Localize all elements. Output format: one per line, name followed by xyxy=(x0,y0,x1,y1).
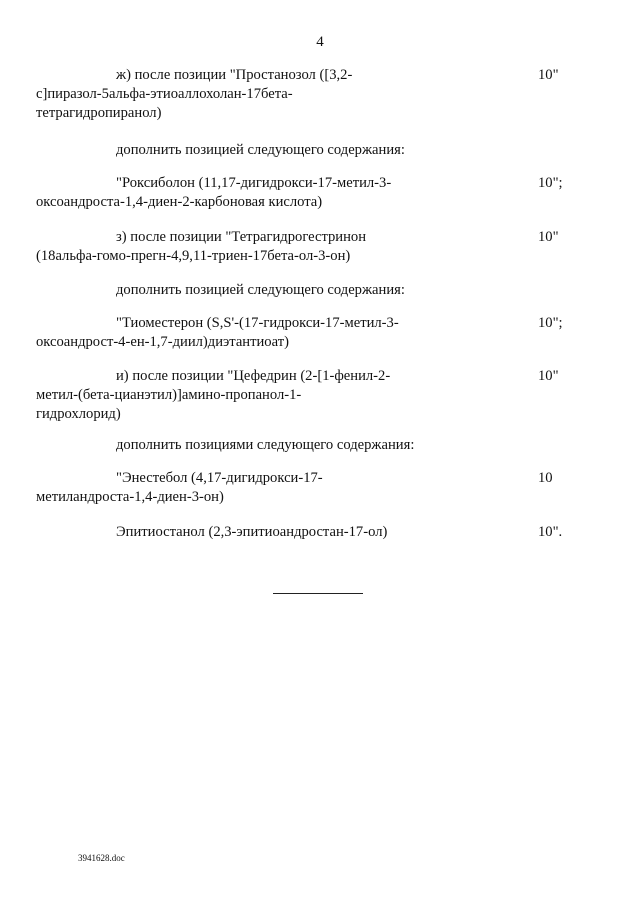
footer-file-name: 3941628.doc xyxy=(78,853,125,863)
entry-value: 10" xyxy=(538,229,559,245)
entry-line: з) после позиции "Тетрагидрогестринон xyxy=(116,229,367,245)
entry-value: 10". xyxy=(538,524,563,540)
entry-line: оксоандрост-4-ен-1,7-диил)диэтантиоат) xyxy=(36,334,289,350)
entry-line: метил-(бета-цианэтил)]амино-пропанол-1- xyxy=(36,387,302,403)
entry-line: "Энестебол (4,17-дигидрокси-17- xyxy=(116,470,323,486)
instruction-text: дополнить позициями следующего содержания: xyxy=(116,437,415,453)
entry-line: метиландроста-1,4-диен-3-он) xyxy=(36,489,224,505)
entry-text xyxy=(36,314,516,352)
end-separator-line xyxy=(273,593,363,594)
entry-value: 10" xyxy=(538,368,559,384)
instruction-text: дополнить позицией следующего содержания: xyxy=(116,142,405,158)
entry-text xyxy=(36,174,516,212)
entry-value: 10 xyxy=(538,470,553,486)
entry-value: 10" xyxy=(538,67,559,83)
entry-text xyxy=(36,469,516,507)
entry-line: "Роксиболон (11,17-дигидрокси-17-метил-3- xyxy=(116,175,392,191)
entry-line: ж) после позиции "Простанозол ([3,2- xyxy=(116,67,353,83)
entry-line: (18альфа-гомо-прегн-4,9,11-триен-17бета-ол-3-он) xyxy=(36,248,351,264)
entry-text xyxy=(36,228,516,266)
entry-line: "Тиоместерон (S,S'-(17-гидрокси-17-метил-3- xyxy=(116,315,399,331)
entry-line: оксоандроста-1,4-диен-2-карбоновая кислота) xyxy=(36,194,323,210)
entry-line: тетрагидропиранол) xyxy=(36,105,162,121)
entry-text xyxy=(36,66,496,123)
entry-line: гидрохлорид) xyxy=(36,406,121,422)
page-number: 4 xyxy=(316,34,324,50)
entry-line: и) после позиции "Цефедрин (2-[1-фенил-2- xyxy=(116,368,391,384)
entry-line: с]пиразол-5альфа-этиоаллохолан-17бета- xyxy=(36,86,293,102)
instruction-text: дополнить позицией следующего содержания: xyxy=(116,282,405,298)
entry-text: Эпитиостанол (2,3-эпитиоандростан-17-ол) xyxy=(116,524,388,540)
entry-value: 10"; xyxy=(538,175,563,191)
entry-value: 10"; xyxy=(538,315,563,331)
entry-text xyxy=(36,367,516,424)
